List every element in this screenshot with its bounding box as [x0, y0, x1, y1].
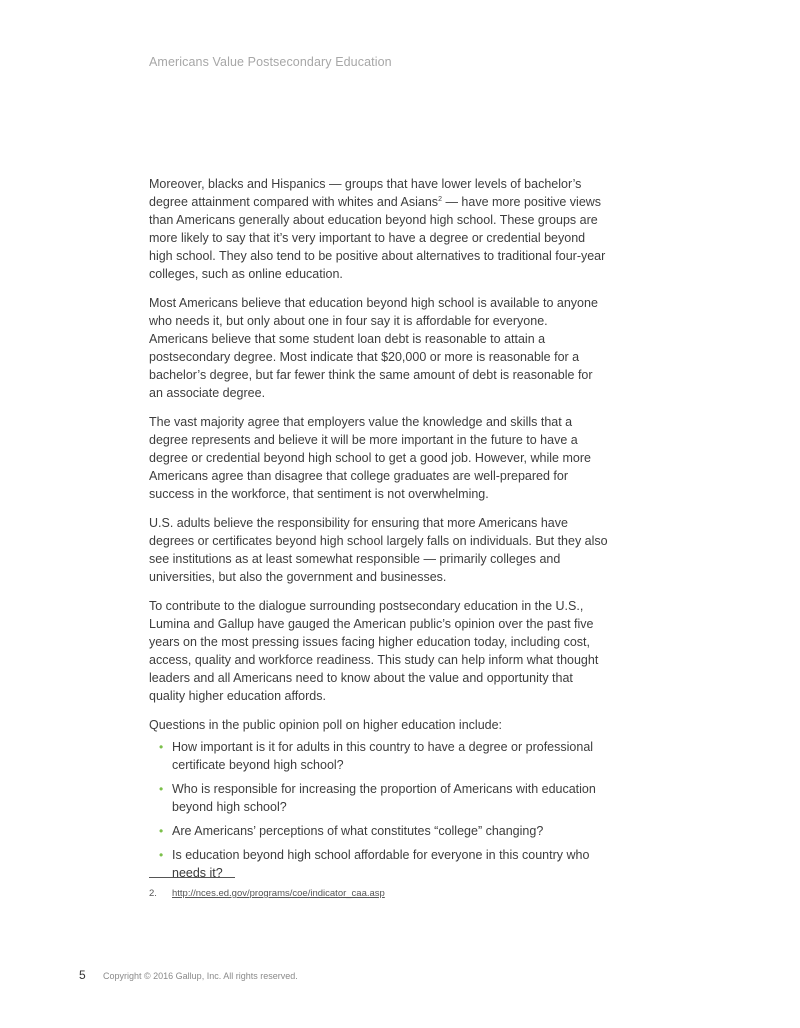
questions-list — [149, 738, 609, 882]
bullet-icon: • — [159, 824, 164, 838]
list-item — [149, 780, 609, 816]
copyright-notice: Copyright © 2016 Gallup, Inc. All rights reserved. — [103, 971, 298, 981]
footnote-ref[interactable]: 2 — [438, 195, 442, 203]
question-text: Who is responsible for increasing the proportion of Americans with education beyond high school? — [172, 782, 596, 814]
questions-intro: Questions in the public opinion poll on higher education include: — [149, 718, 503, 732]
paragraph-1 — [149, 175, 609, 283]
footnote-divider — [149, 877, 235, 878]
list-item — [149, 738, 609, 774]
main-content — [149, 175, 609, 888]
question-text: Is education beyond high school affordable for everyone in this country who needs it? — [172, 848, 590, 880]
bullet-icon: • — [159, 740, 164, 754]
bullet-icon: • — [159, 848, 164, 862]
footnote-number: 2. — [149, 888, 157, 899]
bullet-icon: • — [159, 782, 164, 796]
paragraph-4: U.S. adults believe the responsibility for ensuring that more Americans have degrees or certificates beyond high school largely falls on individuals. But they also see institutions as at least somewhat responsible — primarily colleges and universities, but also the government and businesses. — [149, 516, 608, 584]
page-number: 5 — [79, 968, 86, 982]
paragraph-1-text-a: Moreover, blacks and Hispanics — groups that have lower levels of bachelor’s degree attainment compared with whites and Asians — [149, 177, 582, 209]
paragraph-2: Most Americans believe that education beyond high school is available to anyone who needs it, but only about one in four say it is affordable for everyone. Americans believe that some student loan debt is reasonable to attain a postsecondary degree. Most indicate that $20,000 or more is reasonable for a bachelor’s degree, but far fewer think the same amount of debt is reasonable for an associate degree. — [149, 296, 598, 400]
question-text: How important is it for adults in this country to have a degree or professional certificate beyond high school? — [172, 740, 594, 772]
list-item — [149, 822, 609, 840]
footnote — [149, 888, 385, 899]
paragraph-3: The vast majority agree that employers value the knowledge and skills that a degree represents and believe it will be more important in the future to have a degree or credential beyond high school to get a good job. However, while more Americans agree than disagree that college graduates are well-prepared for success in the workforce, that sentiment is not overwhelming. — [149, 415, 591, 501]
question-text: Are Americans’ perceptions of what constitutes “college” changing? — [172, 824, 544, 838]
paragraph-5: To contribute to the dialogue surrounding postsecondary education in the U.S., Lumina and Gallup have gauged the American public’s opinion over the past five years on the most pressing issues facing higher education today, including cost, access, quality and workforce readiness. This study can help inform what thought leaders and all Americans need to know about the value and opportunity that quality higher education affords. — [149, 599, 599, 703]
footnote-link[interactable]: http://nces.ed.gov/programs/coe/indicator_caa.asp — [172, 888, 385, 899]
running-header: Americans Value Postsecondary Education — [149, 55, 392, 69]
paragraph-1-text-b: — have more positive views than Americans generally about education beyond high school. These groups are more likely to say that it’s very important to have a degree or credential beyond high school. They also tend to be positive about alternatives to traditional four-year colleges, such as online education. — [149, 195, 606, 281]
